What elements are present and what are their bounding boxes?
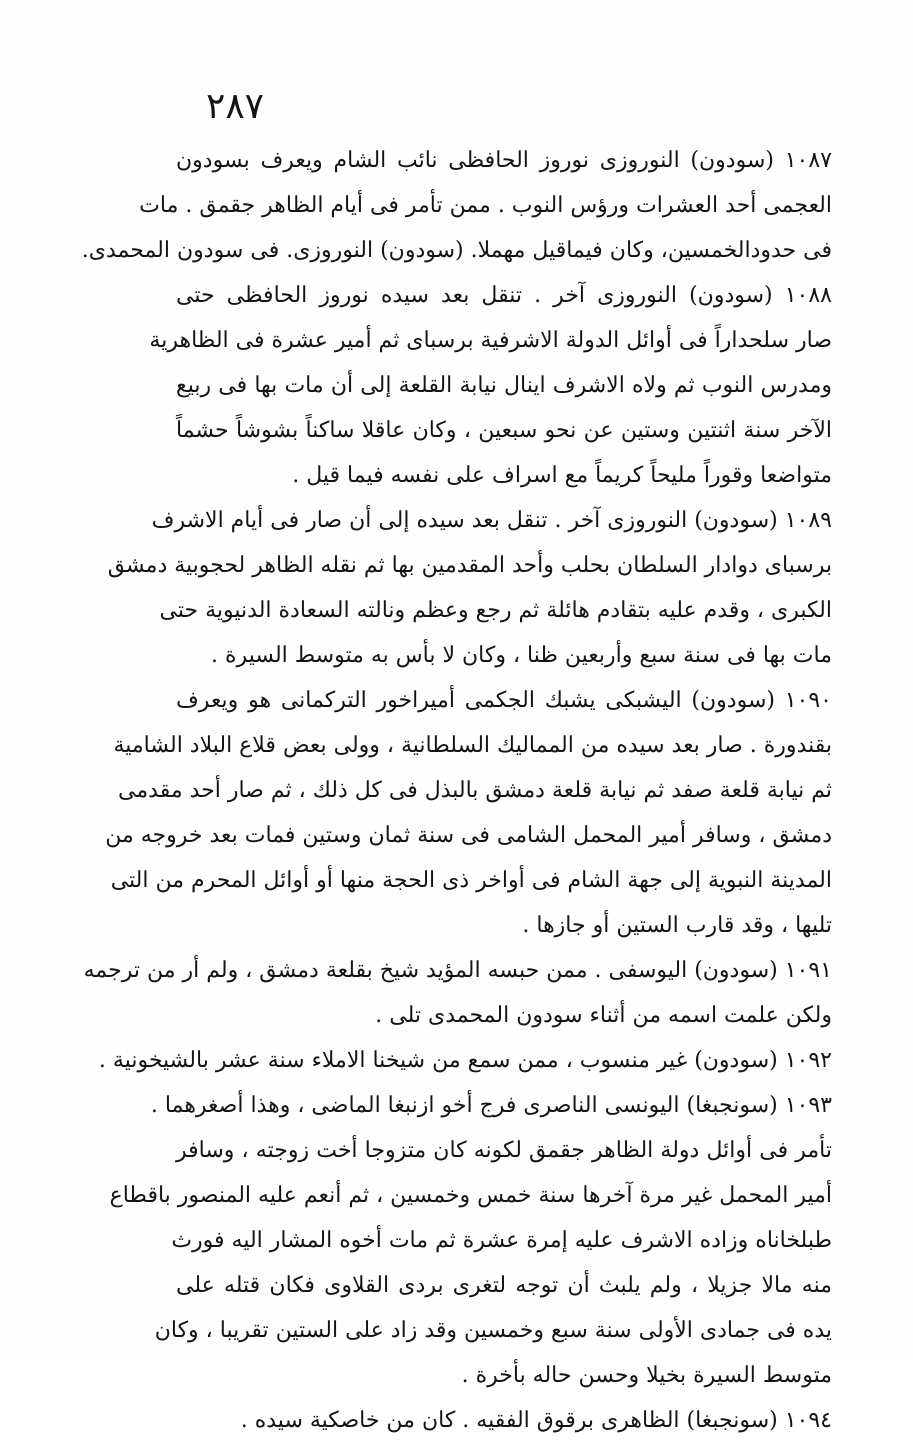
text-line-5: صار سلحداراً فى أوائل الدولة الاشرفية برسباى ثم أمير عشرة فى الظاهرية — [149, 328, 832, 353]
text-line-24: أمير المحمل غير مرة آخرها سنة خمس وخمسين ، ثم أنعم عليه المنصور باقطاع — [109, 1183, 832, 1208]
text-line-7: الآخر سنة اثنتين وستين عن نحو سبعين ، وكان عاقلا ساكناً بشوشاً حشماً — [176, 418, 832, 443]
text-line-3: فى حدودالخمسين، وكان فيماقيل مهملا. (سودون) النوروزى. فى سودون المحمدى. — [81, 238, 832, 263]
text-line-16: دمشق ، وسافر أمير المحمل الشامى فى سنة ثمان وستين فمات بعد خروجه من — [105, 823, 832, 848]
text-line-18: تليها ، وقد قارب الستين أو جازها . — [522, 913, 832, 938]
text-line-2: العجمى أحد العشرات ورؤس النوب . ممن تأمر فى أيام الظاهر جقمق . مات — [139, 193, 832, 218]
text-line-20: ولكن علمت اسمه من أثناء سودون المحمدى تلى . — [375, 1003, 832, 1028]
text-line-11: الكبرى ، وقدم عليه بتقادم هائلة ثم رجع وعظم ونالته السعادة الدنيوية حتى — [159, 598, 832, 623]
text-line-13: ١٠٩٠ (سودون) اليشبكى يشبك الجكمى أميراخور التركمانى هو ويعرف — [176, 688, 832, 713]
text-line-6: ومدرس النوب ثم ولاه الاشرف اينال نيابة القلعة إلى أن مات بها فى ربيع — [176, 373, 832, 398]
text-line-12: مات بها فى سنة سبع وأربعين ظنا ، وكان لا بأس به متوسط السيرة . — [211, 643, 832, 668]
text-line-28: متوسط السيرة بخيلا وحسن حاله بأخرة . — [461, 1363, 832, 1388]
text-line-21: ١٠٩٢ (سودون) غير منسوب ، ممن سمع من شيخنا الاملاء سنة عشر بالشيخونية . — [98, 1048, 832, 1073]
text-line-9: ١٠٨٩ (سودون) النوروزى آخر . تنقل بعد سيده إلى أن صار فى أيام الاشرف — [151, 508, 832, 533]
text-line-23: تأمر فى أوائل دولة الظاهر جقمق لكونه كان متزوجا أخت زوجته ، وسافر — [176, 1138, 832, 1163]
text-line-22: ١٠٩٣ (سونجبغا) اليونسى الناصرى فرج أخو ازنبغا الماضى ، وهذا أصغرهما . — [150, 1093, 832, 1118]
page-body-text — [81, 138, 832, 1443]
text-line-1: ١٠٨٧ (سودون) النوروزى نوروز الحافظى نائب الشام ويعرف بسودون — [176, 148, 832, 173]
text-line-19: ١٠٩١ (سودون) اليوسفى . ممن حبسه المؤيد شيخ بقلعة دمشق ، ولم أر من ترجمه — [83, 958, 832, 983]
text-line-15: ثم نيابة قلعة صفد ثم نيابة قلعة دمشق بالبذل فى كل ذلك ، ثم صار أحد مقدمى — [118, 778, 832, 803]
text-line-17: المدينة النبوية إلى جهة الشام فى أواخر ذى الحجة منها أو أوائل المحرم من التى — [110, 868, 832, 893]
text-line-25: طبلخاناه وزاده الاشرف عليه إمرة عشرة ثم مات أخوه المشار اليه فورث — [171, 1228, 832, 1253]
text-line-10: برسباى دوادار السلطان بحلب وأحد المقدمين بها ثم نقله الظاهر لحجوبية دمشق — [107, 553, 832, 578]
page-number: ٢٨٧ — [206, 86, 265, 127]
text-line-8: متواضعا وقوراً مليحاً كريماً مع اسراف على نفسه فيما قيل . — [292, 463, 832, 488]
text-line-29: ١٠٩٤ (سونجبغا) الظاهرى برقوق الفقيه . كان من خاصكية سيده . — [240, 1408, 832, 1433]
text-line-27: يده فى جمادى الأولى سنة سبع وخمسين وقد زاد على الستين تقريبا ، وكان — [154, 1318, 832, 1343]
text-line-4: ١٠٨٨ (سودون) النوروزى آخر . تنقل بعد سيده نوروز الحافظى حتى — [176, 283, 832, 308]
text-line-14: بقندورة . صار بعد سيده من المماليك السلطانية ، وولى بعض قلاع البلاد الشامية — [113, 733, 832, 758]
text-line-26: منه مالا جزيلا ، ولم يلبث أن توجه لتغرى بردى القلاوى فكان قتله على — [176, 1273, 832, 1298]
